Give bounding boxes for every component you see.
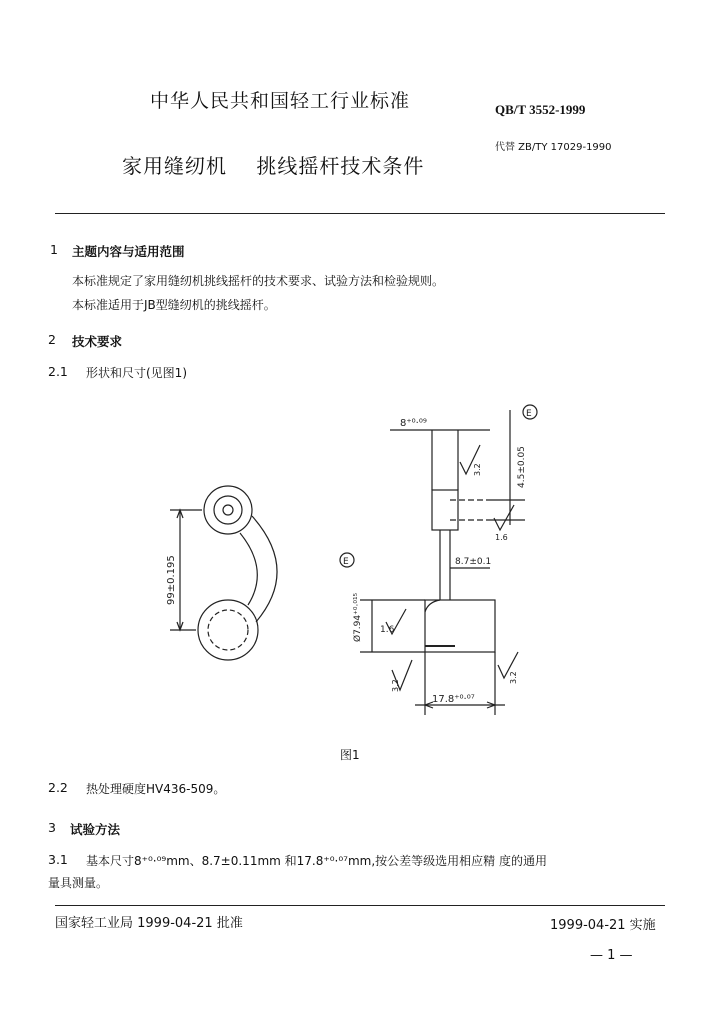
section-1-title: 主题内容与适用范围 (72, 244, 185, 259)
footer-divider (55, 905, 665, 906)
section-3-title: 试验方法 (70, 822, 121, 837)
approval-note: 国家轻工业局 1999-04-21 批准 (55, 916, 243, 931)
standard-number: QB/T 3552-1999 (495, 102, 586, 117)
dia-7-94-label: Ø7.94⁺⁰·⁰¹⁵ (353, 592, 363, 642)
section-2-title: 技术要求 (72, 334, 123, 349)
subsection-3-1-line-1: 基本尺寸8⁺⁰·⁰⁹mm、8.7±0.11mm 和17.8⁺⁰·⁰⁷mm,按公差等级选用相应精 度的通用 (86, 854, 547, 868)
subsection-3-1-line-2: 量具测量。 (48, 876, 109, 890)
subsection-2-2-text: 热处理硬度HV436-509。 (86, 782, 226, 796)
subsection-2-1-number: 2.1 (48, 364, 68, 379)
section-1-paragraph-2: 本标准适用于JB型缝纫机的挑线摇杆。 (72, 298, 276, 312)
subsection-3-1-number: 3.1 (48, 852, 68, 867)
section-1-paragraph-1: 本标准规定了家用缝纫机挑线摇杆的技术要求、试验方法和检验规则。 (72, 274, 445, 288)
figure-1-drawing (110, 390, 570, 725)
dim-8-7-label: 8.7±0.1 (455, 557, 492, 567)
dim-17-8-label: 17.8⁺⁰·⁰⁷ (432, 694, 475, 705)
roughness-1-6-hub: 1.6 (495, 533, 508, 542)
datum-e-top: E (526, 409, 532, 419)
subsection-2-2-number: 2.2 (48, 780, 68, 795)
rocker-side-view (340, 405, 537, 715)
roughness-1-6-boss: 1.6 (380, 625, 395, 635)
effective-date: 1999-04-21 实施 (550, 918, 656, 933)
section-2-number: 2 (48, 332, 56, 347)
rocker-front-view (170, 486, 277, 660)
section-3-number: 3 (48, 820, 56, 835)
header-divider (55, 213, 665, 214)
section-1-number: 1 (50, 242, 58, 257)
page-number: — 1 — (590, 948, 633, 963)
roughness-3-2-right: 3.2 (509, 671, 518, 684)
subsection-2-1-text: 形状和尺寸(见图1) (86, 366, 187, 380)
datum-e-left: E (343, 557, 349, 567)
dim-8-label: 8⁺⁰·⁰⁹ (400, 418, 427, 429)
dim-4-5-label: 4.5±0.05 (517, 446, 527, 488)
roughness-3-2-left: 3.2 (391, 679, 400, 692)
height-dimension-label: 99±0.195 (166, 555, 177, 605)
standard-category-title: 中华人民共和国轻工行业标准 (150, 90, 411, 112)
replaces-standard: 代替 ZB/TY 17029-1990 (495, 142, 612, 153)
document-title: 家用缝纫机 挑线摇杆技术条件 (122, 154, 425, 178)
figure-1-caption: 图1 (340, 748, 360, 762)
roughness-3-2-top: 3.2 (473, 463, 482, 476)
